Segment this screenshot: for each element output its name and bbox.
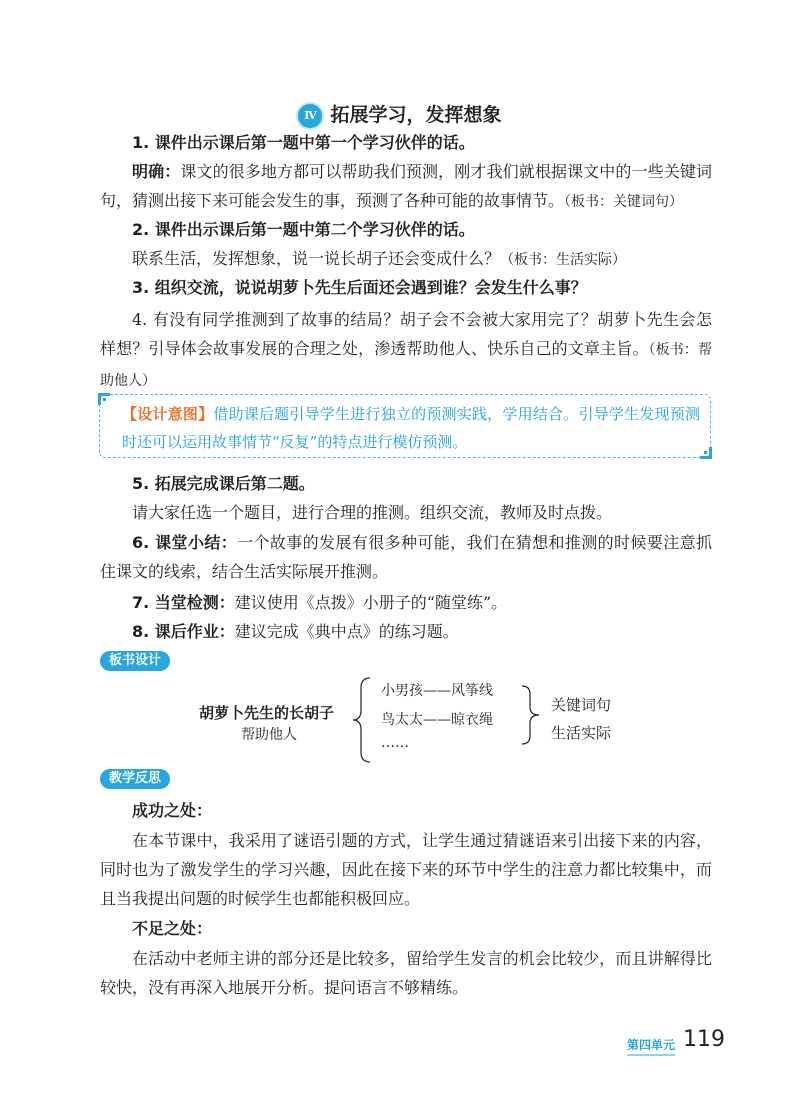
design-intent-text xyxy=(122,400,700,456)
page-number: 119 xyxy=(683,1027,725,1052)
item-6-label: 6. 课堂小结： xyxy=(132,533,238,552)
right-brace-icon xyxy=(520,684,542,746)
design-intent-box xyxy=(99,394,711,458)
item-5: 5. 拓展完成课后第二题。 xyxy=(132,474,315,493)
item-8 xyxy=(100,617,712,646)
shortfall-text: 在活动中老师主讲的部分还是比较多，留给学生发言的机会比较少，而且讲解得比较快，没有再深入地展开分析。提问语言不够精练。 xyxy=(100,949,712,997)
item-1: 1. 课件出示课后第一题中第一个学习伙伴的话。 xyxy=(132,133,475,152)
item-8-label: 8. 课后作业： xyxy=(132,622,235,641)
corner-ornament-icon xyxy=(98,393,110,405)
board-subtitle: 帮助他人 xyxy=(241,727,297,743)
success-title: 成功之处： xyxy=(132,801,213,820)
item-7 xyxy=(100,588,712,617)
item-1-label: 明确： xyxy=(132,162,181,181)
board-example: 小男孩——风筝线 xyxy=(381,683,493,699)
design-intent-body: 借助课后题引导学生进行独立的预测实践，学用结合。引导学生发现预测时还可以运用故事情节“反复”的特点进行模仿预测。 xyxy=(122,405,700,451)
item-2-note: （板书：生活实际） xyxy=(500,252,627,268)
item-2-text: 联系生活，发挥想象，说一说长胡子还会变成什么？ xyxy=(132,249,501,268)
left-brace-icon xyxy=(350,676,374,764)
item-2: 2. 课件出示课后第一题中第二个学习伙伴的话。 xyxy=(132,220,475,239)
item-7-text: 建议使用《点拨》小册子的“随堂练”。 xyxy=(234,593,508,612)
teaching-reflection-label: 教学反思 xyxy=(100,769,170,789)
item-6-text: 一个故事的发展有很多种可能，我们在猜想和推测的时候要注意抓住课文的线索，结合生活实际展开推测。 xyxy=(100,533,712,581)
item-2-body xyxy=(100,244,712,275)
corner-ornament-icon xyxy=(700,447,712,459)
section-title: 拓展学习，发挥想象 xyxy=(330,104,502,126)
board-tag: 关键词句 xyxy=(551,696,612,714)
item-3: 3. 组织交流，说说胡萝卜先生后面还会遇到谁？会发生什么事？ xyxy=(132,278,587,297)
section-number-badge: Ⅳ xyxy=(298,104,322,128)
shortfall-title: 不足之处： xyxy=(132,919,213,938)
item-8-text: 建议完成《典中点》的练习题。 xyxy=(234,622,459,641)
item-4-text: 4. 有没有同学推测到了故事的结局？胡子会不会被大家用完了？胡萝卜先生会怎样想？引导体会故事发展的合理之处，渗透帮助他人、快乐自己的文章主旨。 xyxy=(100,310,712,358)
item-1-note: （板书：关键词句） xyxy=(564,194,684,210)
board-title: 胡萝卜先生的长胡子 xyxy=(199,704,335,722)
board-example: …… xyxy=(381,735,409,751)
board-tag: 生活实际 xyxy=(551,724,612,742)
item-4-note: （板书：帮助他人） xyxy=(100,342,712,389)
board-design-label: 板书设计 xyxy=(100,651,170,671)
design-intent-label: 【设计意图】 xyxy=(122,405,214,423)
item-7-label: 7. 当堂检测： xyxy=(132,593,235,612)
unit-label: 第四单元 xyxy=(627,1036,675,1056)
section-heading xyxy=(0,100,800,128)
item-1-body xyxy=(100,157,712,217)
item-1-text: 课文的很多地方都可以帮助我们预测，刚才我们就根据课文中的一些关键词句，猜测出接下来可能会发生的事，预测了各种可能的故事情节。 xyxy=(100,162,712,210)
item-6 xyxy=(100,528,712,586)
success-text: 在本节课中，我采用了谜语引题的方式，让学生通过猜谜语来引出接下来的内容，同时也为了激发学生的学习兴趣，因此在接下来的环节中学生的注意力都比较集中，而且当我提出问题的时候学生也都能积极回应。 xyxy=(100,831,712,908)
board-example: 鸟太太——晾衣绳 xyxy=(381,712,493,728)
item-4 xyxy=(100,305,712,396)
item-5-body: 请大家任选一个题目，进行合理的推测。组织交流，教师及时点拨。 xyxy=(132,503,613,522)
